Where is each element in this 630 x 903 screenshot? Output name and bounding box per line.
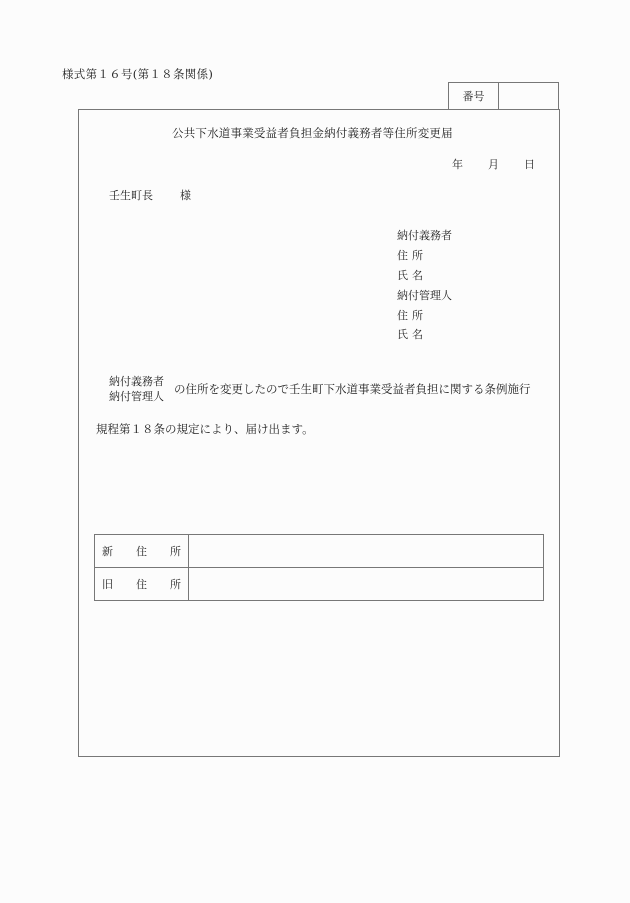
date-year-label: 年: [452, 158, 463, 171]
manager-heading: 納付管理人: [397, 289, 452, 302]
form-title: 公共下水道事業受益者負担金納付義務者等住所変更届: [172, 126, 453, 140]
obligor-heading: 納付義務者: [397, 229, 452, 242]
label-char: 所: [170, 578, 181, 591]
choice-manager: 納付管理人: [109, 390, 164, 403]
old-address-label: [95, 568, 189, 601]
number-box: [448, 82, 559, 109]
body-text-line-2: 規程第１８条の規定により、届け出ます。: [96, 422, 314, 436]
new-address-label: [95, 535, 189, 568]
date-month-label: 月: [488, 158, 499, 171]
label-char: 新: [102, 545, 113, 558]
address-table: [94, 534, 544, 601]
table-row-new-address: [95, 535, 544, 568]
new-address-field[interactable]: [189, 535, 544, 568]
form-number-label: 様式第１６号(第１８条関係): [62, 67, 214, 81]
addressee-honorific: 様: [180, 189, 191, 202]
old-address-field[interactable]: [189, 568, 544, 601]
number-field[interactable]: [499, 83, 558, 109]
label-char: 旧: [102, 578, 113, 591]
label-char: 所: [170, 545, 181, 558]
label-char: 住: [136, 545, 147, 558]
obligor-name-label: 氏名: [397, 269, 427, 282]
table-row-old-address: [95, 568, 544, 601]
obligor-manager-choice: [109, 374, 164, 404]
manager-address-label: 住所: [397, 309, 427, 322]
label-char: 住: [136, 578, 147, 591]
addressee-name: 壬生町長: [109, 189, 153, 202]
body-text-line-1: の住所を変更したので壬生町下水道事業受益者負担に関する条例施行: [174, 382, 531, 396]
obligor-address-label: 住所: [397, 249, 427, 262]
number-label: 番号: [449, 83, 499, 109]
choice-obligor: 納付義務者: [109, 375, 164, 388]
manager-name-label: 氏名: [397, 328, 427, 341]
date-day-label: 日: [524, 158, 535, 171]
